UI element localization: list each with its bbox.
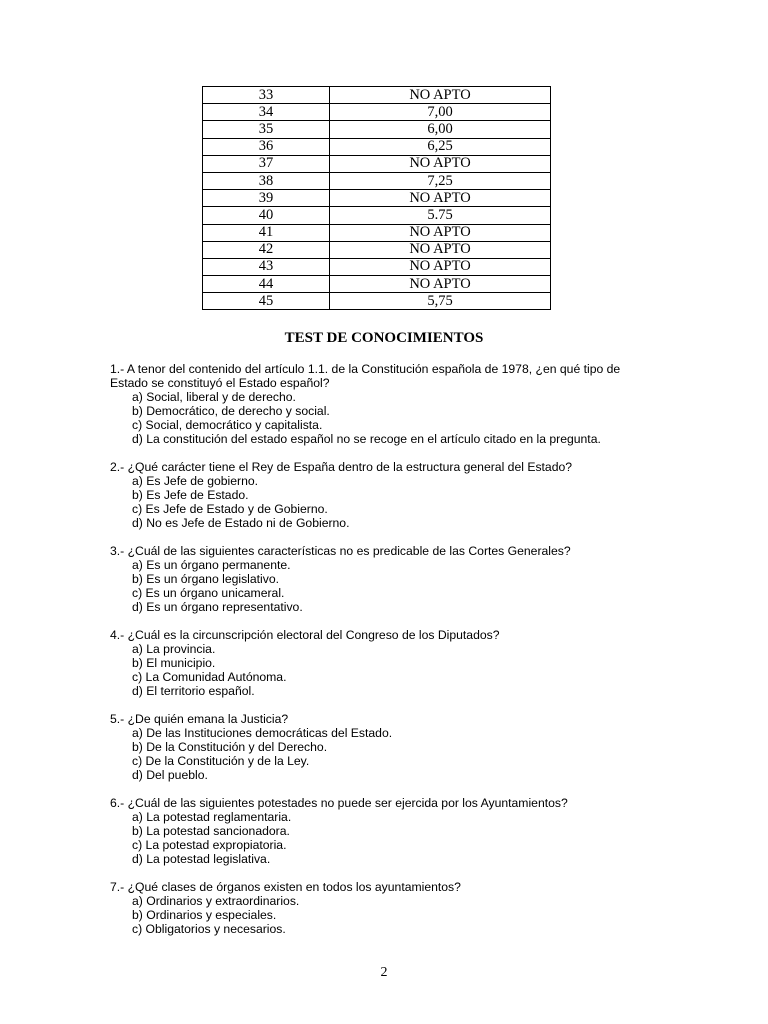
table-row xyxy=(203,138,551,155)
candidate-number-cell: 33 xyxy=(203,87,330,104)
answer-option: d) Es un órgano representativo. xyxy=(132,600,303,614)
answer-option: a) Ordinarios y extraordinarios. xyxy=(132,894,300,908)
question-text xyxy=(110,460,670,474)
table-row xyxy=(203,155,551,172)
grade-cell: 6,00 xyxy=(330,121,551,138)
answer-options xyxy=(110,390,670,446)
answer-option: a) De las Instituciones democráticas del Estado. xyxy=(132,726,393,740)
candidate-number-cell: 36 xyxy=(203,138,330,155)
candidate-number-cell: 41 xyxy=(203,224,330,241)
results-table xyxy=(202,86,551,310)
answer-option: c) La potestad expropiatoria. xyxy=(132,838,287,852)
candidate-number-cell: 40 xyxy=(203,207,330,224)
question-text-line: 7.- ¿Qué clases de órganos existen en todos los ayuntamientos? xyxy=(110,880,461,894)
grade-cell: NO APTO xyxy=(330,241,551,258)
candidate-number-cell: 35 xyxy=(203,121,330,138)
question-text-line: 5.- ¿De quién emana la Justicia? xyxy=(110,712,289,726)
question-text-line: 6.- ¿Cuál de las siguientes potestades no puede ser ejercida por los Ayuntamientos? xyxy=(110,796,568,810)
answer-options xyxy=(110,810,670,866)
table-row xyxy=(203,121,551,138)
answer-option: d) No es Jefe de Estado ni de Gobierno. xyxy=(132,516,350,530)
grade-cell: NO APTO xyxy=(330,224,551,241)
question-text xyxy=(110,362,670,390)
answer-option: c) Es un órgano unicameral. xyxy=(132,586,285,600)
grade-cell: NO APTO xyxy=(330,276,551,293)
answer-option: b) Es Jefe de Estado. xyxy=(132,488,249,502)
answer-option: a) Social, liberal y de derecho. xyxy=(132,390,296,404)
table-row xyxy=(203,241,551,258)
table-row xyxy=(203,224,551,241)
answer-option: b) Democrático, de derecho y social. xyxy=(132,404,330,418)
question-text xyxy=(110,796,670,810)
answer-option: b) Ordinarios y especiales. xyxy=(132,908,277,922)
answer-option: d) Del pueblo. xyxy=(132,768,208,782)
table-row xyxy=(203,104,551,121)
answer-option: c) La Comunidad Autónoma. xyxy=(132,670,287,684)
page-number: 2 xyxy=(380,965,388,980)
table-row xyxy=(203,190,551,207)
answer-option: a) Es un órgano permanente. xyxy=(132,558,291,572)
table-row xyxy=(203,87,551,104)
grade-cell: NO APTO xyxy=(330,258,551,275)
candidate-number-cell: 44 xyxy=(203,276,330,293)
results-table-body xyxy=(203,87,551,310)
answer-option: c) De la Constitución y de la Ley. xyxy=(132,754,310,768)
question-block xyxy=(110,796,670,866)
answer-option: a) La potestad reglamentaria. xyxy=(132,810,292,824)
answer-option: d) La potestad legislativa. xyxy=(132,852,271,866)
grade-cell: 6,25 xyxy=(330,138,551,155)
candidate-number-cell: 39 xyxy=(203,190,330,207)
question-block xyxy=(110,362,670,446)
candidate-number-cell: 43 xyxy=(203,258,330,275)
candidate-number-cell: 45 xyxy=(203,293,330,310)
table-row xyxy=(203,172,551,189)
answer-options xyxy=(110,894,670,936)
candidate-number-cell: 37 xyxy=(203,155,330,172)
question-text-line: Estado se constituyó el Estado español? xyxy=(110,376,330,390)
section-title: TEST DE CONOCIMIENTOS xyxy=(284,330,484,346)
question-text xyxy=(110,628,670,642)
table-row xyxy=(203,276,551,293)
answer-option: b) De la Constitución y del Derecho. xyxy=(132,740,328,754)
answer-options xyxy=(110,474,670,530)
question-text-line: 4.- ¿Cuál es la circunscripción electoral del Congreso de los Diputados? xyxy=(110,628,500,642)
question-block xyxy=(110,628,670,698)
question-list xyxy=(110,362,670,950)
grade-cell: 7,25 xyxy=(330,172,551,189)
answer-options xyxy=(110,726,670,782)
question-text xyxy=(110,712,670,726)
question-block xyxy=(110,880,670,936)
question-text-line: 3.- ¿Cuál de las siguientes características no es predicable de las Cortes Generales? xyxy=(110,544,571,558)
candidate-number-cell: 38 xyxy=(203,172,330,189)
answer-option: a) Es Jefe de gobierno. xyxy=(132,474,259,488)
candidate-number-cell: 42 xyxy=(203,241,330,258)
question-text xyxy=(110,544,670,558)
question-block xyxy=(110,712,670,782)
answer-option: a) La provincia. xyxy=(132,642,216,656)
grade-cell: NO APTO xyxy=(330,87,551,104)
question-block xyxy=(110,544,670,614)
table-row xyxy=(203,258,551,275)
grade-cell: 7,00 xyxy=(330,104,551,121)
answer-option: b) El municipio. xyxy=(132,656,216,670)
question-text-line: 1.- A tenor del contenido del artículo 1.1. de la Constitución española de 1978, ¿en qué tipo de xyxy=(110,362,621,376)
candidate-number-cell: 34 xyxy=(203,104,330,121)
table-row xyxy=(203,207,551,224)
question-block xyxy=(110,460,670,530)
grade-cell: 5,75 xyxy=(330,293,551,310)
answer-option: c) Es Jefe de Estado y de Gobierno. xyxy=(132,502,328,516)
question-text-line: 2.- ¿Qué carácter tiene el Rey de España dentro de la estructura general del Estado? xyxy=(110,460,573,474)
table-row xyxy=(203,293,551,310)
grade-cell: NO APTO xyxy=(330,190,551,207)
grade-cell: NO APTO xyxy=(330,155,551,172)
question-text xyxy=(110,880,670,894)
answer-option: b) Es un órgano legislativo. xyxy=(132,572,280,586)
answer-option: d) La constitución del estado español no se recoge en el artículo citado en la pregunta. xyxy=(132,432,601,446)
answer-option: b) La potestad sancionadora. xyxy=(132,824,290,838)
grade-cell: 5.75 xyxy=(330,207,551,224)
answer-options xyxy=(110,642,670,698)
answer-option: c) Obligatorios y necesarios. xyxy=(132,922,286,936)
answer-options xyxy=(110,558,670,614)
answer-option: d) El territorio español. xyxy=(132,684,255,698)
answer-option: c) Social, democrático y capitalista. xyxy=(132,418,323,432)
